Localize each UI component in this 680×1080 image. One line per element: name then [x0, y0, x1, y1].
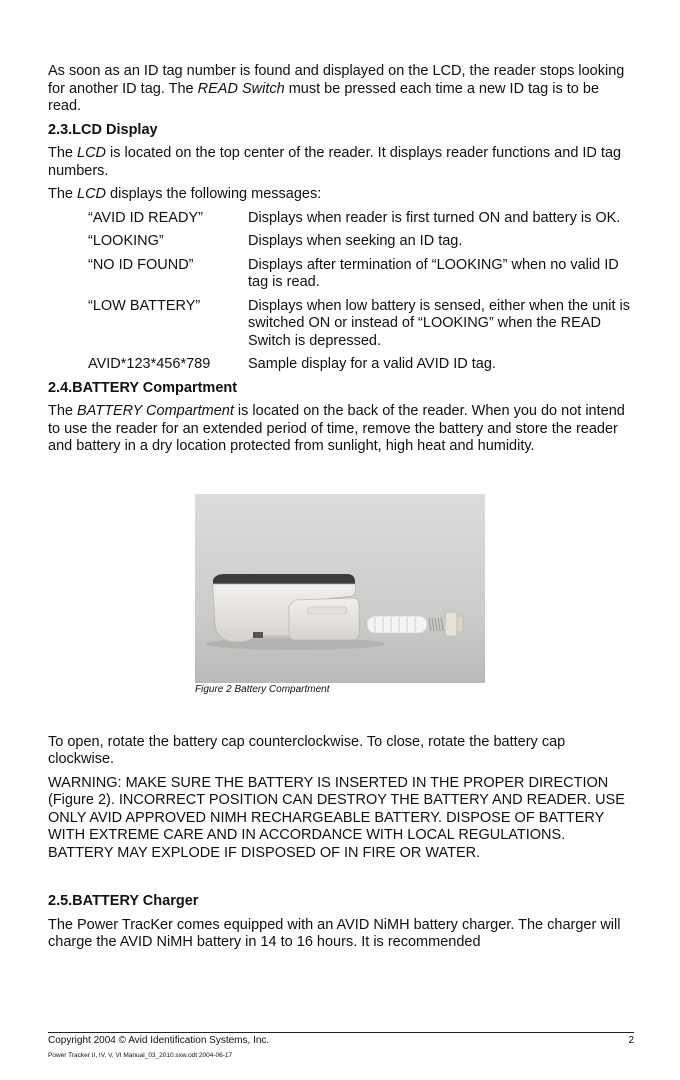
- battery-compartment-photo: [195, 494, 485, 683]
- lcd-messages-table: [88, 210, 634, 380]
- footer-copyright: Copyright 2004 © Avid Identification Systems, Inc.: [48, 1035, 270, 1046]
- section-heading-battery: 2.4.BATTERY Compartment: [48, 379, 238, 396]
- battery-warning-text: WARNING: MAKE SURE THE BATTERY IS INSERTED IN THE PROPER DIRECTION (Figure 2). INCORRECT POSITION CAN DESTROY THE BATTERY AND READER. USE ONLY AVID APPROVED NIMH RECHARGEABLE BATTERY. DISPOSE OF BATTERY WITH EXTREME CARE AND IN ACCORDANCE WITH LOCAL REGULATIONS. BATTERY MAY EXPLODE IF DISPOSED OF IN FIRE OR WATER.: [48, 774, 625, 861]
- lcd-message-description: Displays after termination of “LOOKING” when no valid ID tag is read.: [248, 256, 619, 290]
- lcd-message-description: Sample display for a valid AVID ID tag.: [248, 356, 496, 372]
- footer-page-number: 2: [628, 1035, 634, 1046]
- lcd-messages-intro: The LCD displays the following messages:: [48, 186, 322, 202]
- lcd-message-name: “NO ID FOUND”: [88, 256, 194, 273]
- lcd-message-name: “AVID ID READY”: [88, 209, 203, 226]
- lcd-message-name: AVID*123*456*789: [88, 356, 211, 372]
- section-heading-lcd: 2.3.LCD Display: [48, 121, 158, 138]
- lcd-message-description: Displays when low battery is sensed, either when the unit is switched ON or instead of “LOOKING” when the READ Switch is depressed.: [248, 297, 631, 349]
- battery-description: The BATTERY Compartment is located on the back of the reader. When you do not intend to use the reader for an extended period of time, remove the battery and store the reader and battery in a dry location protected from sunlight, high heat and humidity.: [48, 403, 625, 454]
- lcd-message-row: [88, 298, 634, 357]
- lcd-message-row: [88, 210, 634, 234]
- figure-caption: Figure 2 Battery Compartment: [195, 683, 330, 695]
- charger-description: The Power TracKer comes equipped with an AVID NiMH battery charger. The charger will charge the AVID NiMH battery in 14 to 16 hours. It is recommended: [48, 916, 621, 950]
- figure-battery-compartment: [195, 494, 485, 697]
- section-heading-charger: 2.5.BATTERY Charger: [48, 893, 199, 909]
- intro-paragraph: As soon as an ID tag number is found and displayed on the LCD, the reader stops looking for another ID tag. The READ Switch must be pressed each time a new ID tag is to be read.: [48, 63, 625, 114]
- lcd-message-row: [88, 257, 634, 298]
- lcd-description: The LCD is located on the top center of the reader. It displays reader functions and ID tag numbers.: [48, 145, 622, 179]
- lcd-message-description: Displays when reader is first turned ON and battery is OK.: [248, 209, 621, 226]
- footer-file-info: Power Tracker II, IV, V, VI Manual_03_2010.sxw.odt 2004-06-17: [48, 1052, 233, 1059]
- lcd-message-description: Displays when seeking an ID tag.: [248, 233, 463, 249]
- lcd-message-name: “LOOKING”: [88, 233, 164, 249]
- lcd-message-name: “LOW BATTERY”: [88, 297, 201, 314]
- battery-open-close-text: To open, rotate the battery cap counterclockwise. To close, rotate the battery cap clockwise.: [48, 733, 566, 767]
- document-page: [48, 63, 634, 952]
- lcd-message-row: [88, 356, 634, 380]
- lcd-message-row: [88, 233, 634, 257]
- footer-divider: [48, 1032, 634, 1033]
